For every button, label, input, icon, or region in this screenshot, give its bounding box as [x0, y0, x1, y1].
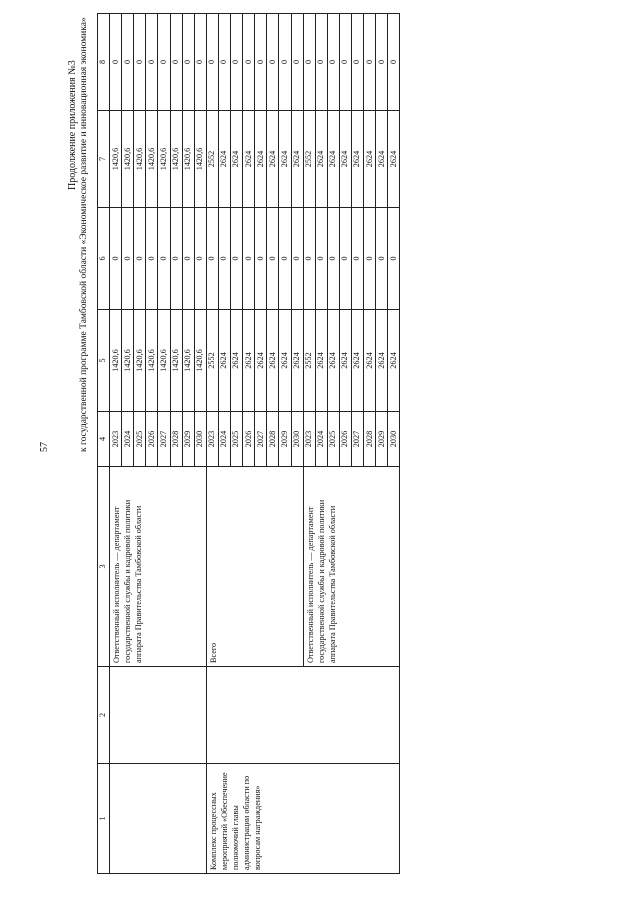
total-cell: 1420,6 — [110, 310, 122, 412]
total-cell: 2552 — [303, 310, 315, 412]
year-cell: 2023 — [110, 412, 122, 467]
total-cell: 2624 — [339, 310, 351, 412]
total-cell: 2624 — [327, 310, 339, 412]
value-cell-6: 2552 — [303, 111, 315, 208]
value-cell-6: 1420,6 — [110, 111, 122, 208]
total-cell: 1420,6 — [170, 310, 182, 412]
table-header-row — [98, 14, 110, 874]
table-row — [206, 14, 218, 874]
category-cell — [110, 764, 207, 874]
executor-cell: Ответственный исполнитель — департамент государственной службы и кадровой политики аппарата Правительства Тамбовской области — [110, 467, 207, 667]
value-cell-5: 0 — [134, 208, 146, 310]
total-cell: 2624 — [315, 310, 327, 412]
total-cell: 2624 — [218, 310, 230, 412]
year-cell: 2023 — [206, 412, 218, 467]
value-cell-7: 0 — [158, 14, 170, 111]
value-cell-5: 0 — [158, 208, 170, 310]
total-cell: 2624 — [231, 310, 243, 412]
table-row — [110, 14, 122, 874]
value-cell-7: 0 — [327, 14, 339, 111]
year-cell: 2029 — [279, 412, 291, 467]
program-caption: к государственной программе Тамбовской области «Экономическое развитие и инновационная экономика» — [79, 17, 89, 452]
total-cell: 2624 — [243, 310, 255, 412]
value-cell-6: 2624 — [364, 111, 376, 208]
total-cell: 1420,6 — [194, 310, 206, 412]
value-cell-5: 0 — [364, 208, 376, 310]
value-cell-5: 0 — [194, 208, 206, 310]
year-cell: 2029 — [182, 412, 194, 467]
year-cell: 2024 — [218, 412, 230, 467]
value-cell-6: 2624 — [255, 111, 267, 208]
year-cell: 2025 — [327, 412, 339, 467]
total-cell: 1420,6 — [146, 310, 158, 412]
value-cell-6: 2624 — [267, 111, 279, 208]
value-cell-7: 0 — [267, 14, 279, 111]
year-cell: 2030 — [194, 412, 206, 467]
column-number-1: 1 — [98, 764, 110, 874]
value-cell-7: 0 — [388, 14, 400, 111]
value-cell-5: 0 — [388, 208, 400, 310]
column-number-3: 3 — [98, 467, 110, 667]
value-cell-6: 2624 — [218, 111, 230, 208]
value-cell-6: 2624 — [376, 111, 388, 208]
value-cell-5: 0 — [327, 208, 339, 310]
total-cell: 2624 — [255, 310, 267, 412]
value-cell-6: 2624 — [243, 111, 255, 208]
value-cell-6: 1420,6 — [146, 111, 158, 208]
value-cell-7: 0 — [339, 14, 351, 111]
year-cell: 2030 — [291, 412, 303, 467]
year-cell: 2024 — [122, 412, 134, 467]
value-cell-6: 2624 — [339, 111, 351, 208]
value-cell-7: 0 — [364, 14, 376, 111]
column-number-6: 6 — [98, 208, 110, 310]
value-cell-5: 0 — [243, 208, 255, 310]
value-cell-7: 0 — [218, 14, 230, 111]
total-cell: 2552 — [206, 310, 218, 412]
column-number-5: 5 — [98, 310, 110, 412]
total-cell: 1420,6 — [158, 310, 170, 412]
total-cell: 1420,6 — [122, 310, 134, 412]
column-number-4: 4 — [98, 412, 110, 467]
value-cell-6: 2624 — [279, 111, 291, 208]
value-cell-6: 2624 — [388, 111, 400, 208]
value-cell-7: 0 — [315, 14, 327, 111]
total-cell: 2624 — [388, 310, 400, 412]
value-cell-7: 0 — [303, 14, 315, 111]
value-cell-5: 0 — [303, 208, 315, 310]
value-cell-7: 0 — [291, 14, 303, 111]
value-cell-7: 0 — [110, 14, 122, 111]
year-cell: 2025 — [231, 412, 243, 467]
value-cell-7: 0 — [231, 14, 243, 111]
value-cell-5: 0 — [218, 208, 230, 310]
executor-cell: Ответственный исполнитель — департамент государственной службы и кадровой политики аппарата Правительства Тамбовской области — [303, 467, 400, 667]
value-cell-6: 2624 — [291, 111, 303, 208]
value-cell-5: 0 — [315, 208, 327, 310]
value-cell-5: 0 — [267, 208, 279, 310]
column-number-7: 7 — [98, 111, 110, 208]
page-number: 57 — [39, 442, 50, 452]
total-cell: 2624 — [279, 310, 291, 412]
year-cell: 2030 — [388, 412, 400, 467]
value-cell-5: 0 — [376, 208, 388, 310]
year-cell: 2027 — [351, 412, 363, 467]
indicator-cell — [110, 667, 207, 764]
value-cell-7: 0 — [206, 14, 218, 111]
value-cell-7: 0 — [182, 14, 194, 111]
appendix-caption: Продолжение приложения №3 — [67, 60, 78, 190]
total-cell: 2624 — [291, 310, 303, 412]
year-cell: 2026 — [146, 412, 158, 467]
value-cell-7: 0 — [243, 14, 255, 111]
year-cell: 2029 — [376, 412, 388, 467]
value-cell-5: 0 — [182, 208, 194, 310]
value-cell-6: 1420,6 — [170, 111, 182, 208]
value-cell-6: 2552 — [206, 111, 218, 208]
year-cell: 2027 — [255, 412, 267, 467]
value-cell-7: 0 — [194, 14, 206, 111]
value-cell-7: 0 — [255, 14, 267, 111]
year-cell: 2026 — [339, 412, 351, 467]
year-cell: 2025 — [134, 412, 146, 467]
value-cell-7: 0 — [122, 14, 134, 111]
year-cell: 2028 — [364, 412, 376, 467]
value-cell-6: 1420,6 — [134, 111, 146, 208]
value-cell-7: 0 — [146, 14, 158, 111]
executor-cell: Всего — [206, 467, 303, 667]
value-cell-6: 2624 — [327, 111, 339, 208]
total-cell: 1420,6 — [134, 310, 146, 412]
year-cell: 2024 — [315, 412, 327, 467]
value-cell-6: 2624 — [231, 111, 243, 208]
value-cell-5: 0 — [339, 208, 351, 310]
value-cell-5: 0 — [231, 208, 243, 310]
year-cell: 2023 — [303, 412, 315, 467]
funding-table — [97, 13, 400, 874]
year-cell: 2028 — [170, 412, 182, 467]
column-number-8: 8 — [98, 14, 110, 111]
value-cell-5: 0 — [206, 208, 218, 310]
total-cell: 2624 — [376, 310, 388, 412]
total-cell: 2624 — [267, 310, 279, 412]
value-cell-6: 2624 — [351, 111, 363, 208]
value-cell-5: 0 — [170, 208, 182, 310]
value-cell-5: 0 — [146, 208, 158, 310]
column-number-2: 2 — [98, 667, 110, 764]
total-cell: 1420,6 — [182, 310, 194, 412]
value-cell-6: 1420,6 — [194, 111, 206, 208]
value-cell-7: 0 — [170, 14, 182, 111]
value-cell-7: 0 — [134, 14, 146, 111]
value-cell-7: 0 — [279, 14, 291, 111]
value-cell-6: 1420,6 — [158, 111, 170, 208]
program-name-cell: Комплекс процессных мероприятий «Обеспечение полномочий главы администрации области по вопросам награждения» — [206, 764, 400, 874]
total-cell: 2624 — [351, 310, 363, 412]
total-cell: 2624 — [364, 310, 376, 412]
value-cell-7: 0 — [351, 14, 363, 111]
year-cell: 2026 — [243, 412, 255, 467]
value-cell-6: 1420,6 — [182, 111, 194, 208]
year-cell: 2027 — [158, 412, 170, 467]
value-cell-5: 0 — [255, 208, 267, 310]
indicator-cell — [206, 667, 400, 764]
value-cell-5: 0 — [351, 208, 363, 310]
value-cell-7: 0 — [376, 14, 388, 111]
value-cell-6: 2624 — [315, 111, 327, 208]
value-cell-5: 0 — [291, 208, 303, 310]
year-cell: 2028 — [267, 412, 279, 467]
value-cell-5: 0 — [279, 208, 291, 310]
value-cell-5: 0 — [122, 208, 134, 310]
value-cell-5: 0 — [110, 208, 122, 310]
value-cell-6: 1420,6 — [122, 111, 134, 208]
